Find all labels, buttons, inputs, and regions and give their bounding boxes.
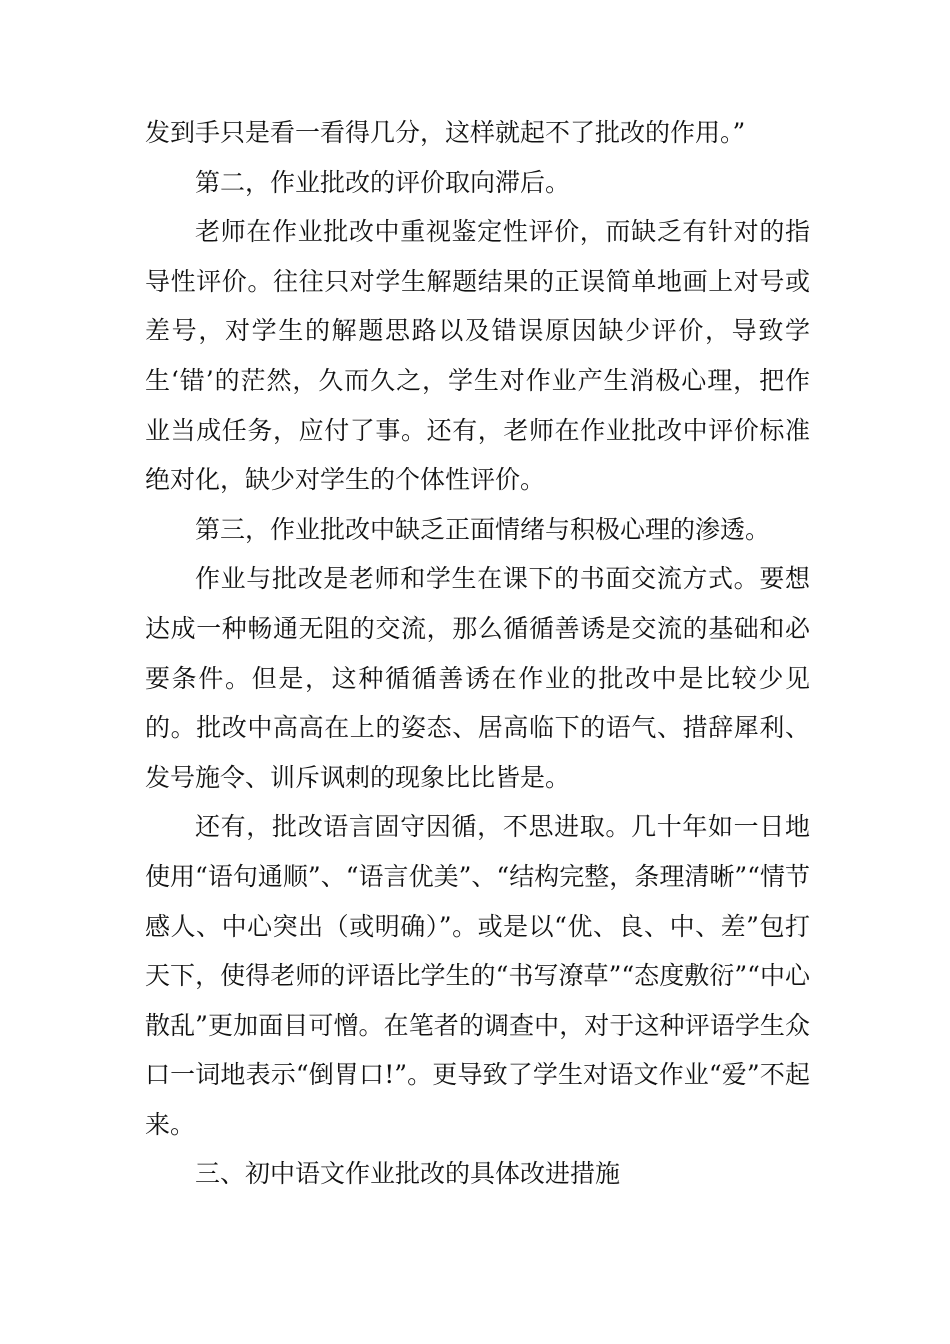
section-heading-measures: 三、初中语文作业批改的具体改进措施 bbox=[195, 1159, 621, 1189]
paragraph-communication: 作业与批改是老师和学生在课下的书面交流方式。要想达成一种畅通无阻的交流，那么循循善诱是交流的基础和必要条件。但是，这种循循善诱在作业的批改中是比较少见的。批改中高高在上的姿态、居高临下的语气、措辞犀利、发号施令、训斥讽刺的现象比比皆是。 bbox=[145, 564, 810, 792]
paragraph-comment-language: 还有，批改语言固守因循，不思进取。几十年如一日地使用“语句通顺”、“语言优美”、“结构完整，条理清晰”“情节感人、中心突出（或明确）”。或是以“优、良、中、差”包打天下，使得老师的评语比学生的“书写潦草”“态度敷衍”“中心散乱”更加面目可憎。在笔者的调查中，对于这种评语学生众口一词地表示“倒胃口!”。更导致了学生对语文作业“爱”不起来。 bbox=[145, 812, 810, 1139]
section-heading-second: 第二，作业批改的评价取向滞后。 bbox=[195, 167, 571, 197]
paragraph-continuation: 发到手只是看一看得几分，这样就起不了批改的作用。” bbox=[145, 118, 746, 147]
paragraph-evaluation: 老师在作业批改中重视鉴定性评价，而缺乏有针对的指导性评价。往往只对学生解题结果的正误简单地画上对号或差号，对学生的解题思路以及错误原因缺少评价，导致学生‘错’的茫然，久而久之，学生对作业产生消极心理，把作业当成任务，应付了事。还有，老师在作业批改中评价标准绝对化，缺少对学生的个体性评价。 bbox=[145, 217, 810, 495]
section-heading-third: 第三，作业批改中缺乏正面情绪与积极心理的渗透。 bbox=[195, 514, 771, 544]
document-body bbox=[145, 108, 810, 1199]
